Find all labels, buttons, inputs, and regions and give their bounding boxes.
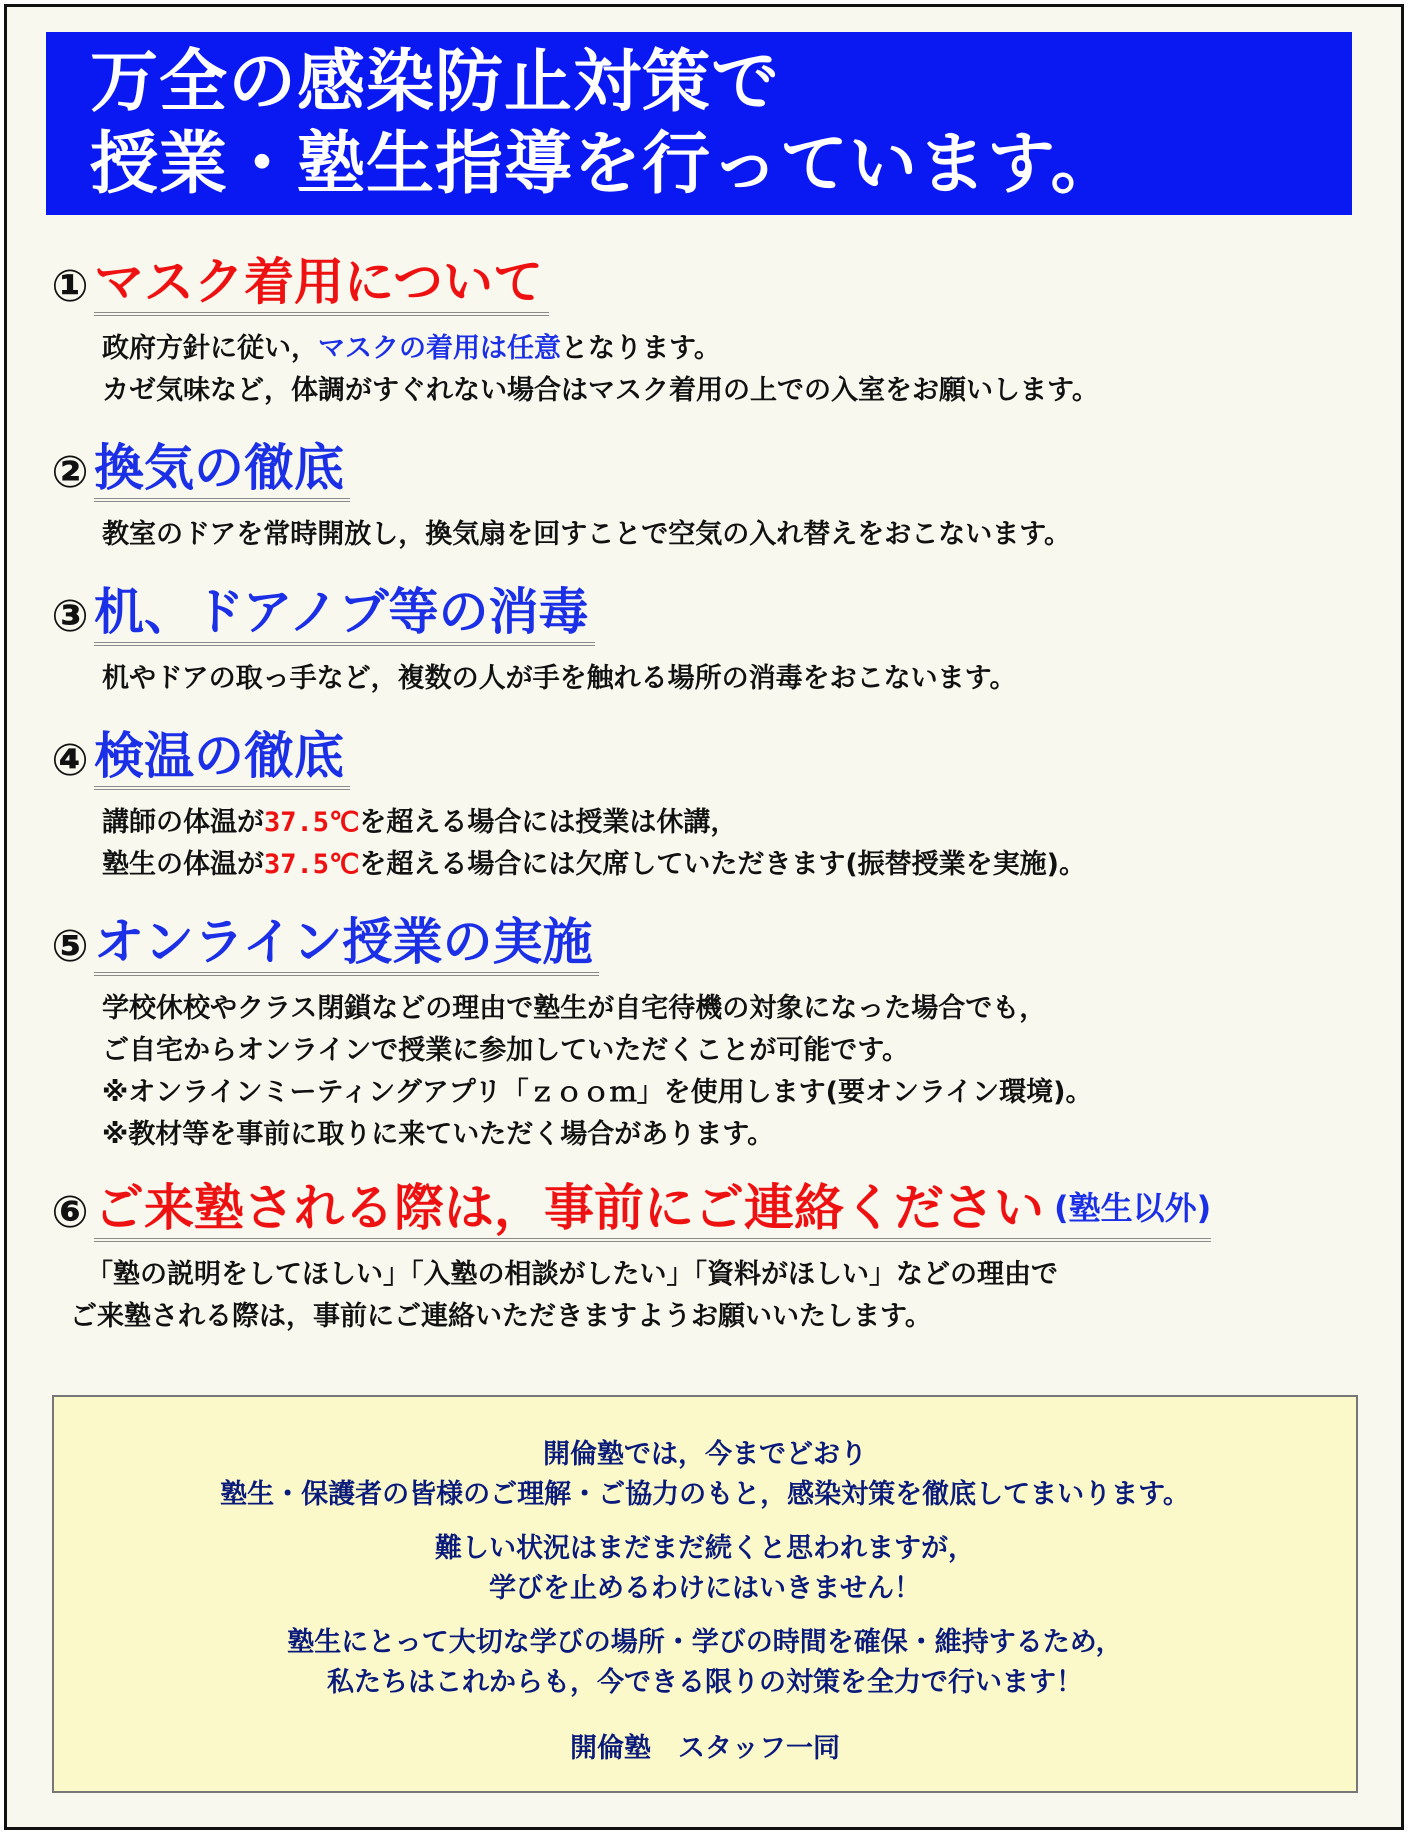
body-text-segment: 政府方針に従い， (102, 333, 318, 364)
section-heading (46, 438, 1071, 502)
section-body (46, 802, 1086, 886)
section-heading (46, 252, 1099, 316)
body-line: カゼ気味など，体調がすぐれない場合はマスク着用の上での入室をお願いします。 (102, 375, 1099, 406)
section-title: ご来塾される際は，事前にご連絡ください (94, 1178, 1050, 1242)
message-paragraph (54, 1435, 1356, 1515)
body-line: 「塾の説明をしてほしい」「入塾の相談がしたい」「資料がほしい」などの理由で (86, 1259, 1058, 1290)
section-mask (46, 252, 1099, 412)
section-number: ② (51, 447, 89, 498)
body-line: ご自宅からオンラインで授業に参加していただくことが可能です。 (102, 1035, 910, 1066)
signature: 開倫塾 スタッフ一同 (570, 1733, 840, 1764)
section-title-suffix: (塾生以外) (1050, 1178, 1211, 1242)
body-text-segment: 塾生の体温が (102, 849, 264, 880)
temperature-value: 37.5℃ (264, 849, 360, 880)
section-heading (46, 582, 1017, 646)
section-temperature (46, 726, 1086, 886)
message-line: 学びを止めるわけにはいきません！ (489, 1573, 921, 1604)
section-heading (46, 1178, 1211, 1242)
message-line: 開倫塾では，今までどおり (543, 1439, 867, 1470)
section-body (46, 1254, 1211, 1338)
title-banner (46, 32, 1352, 215)
section-heading (46, 726, 1086, 790)
banner-title-line-2: 授業・塾生指導を行っています。 (90, 125, 1120, 204)
section-title: 机、ドアノブ等の消毒 (94, 582, 595, 646)
section-ventilation (46, 438, 1071, 556)
body-text-segment: を超える場合には授業は休講， (359, 807, 738, 838)
section-title: オンライン授業の実施 (94, 912, 599, 976)
body-line: ご来塾される際は，事前にご連絡いただきますようお願いいたします。 (70, 1301, 932, 1332)
banner-title-line-1: 万全の感染防止対策で (90, 43, 781, 122)
temperature-value: 37.5℃ (264, 807, 360, 838)
section-title: 換気の徹底 (94, 438, 350, 502)
message-line: 塾生にとって大切な学びの場所・学びの時間を確保・維持するため， (287, 1627, 1123, 1658)
section-title: 検温の徹底 (94, 726, 350, 790)
body-line: ※教材等を事前に取りに来ていただく場合があります。 (102, 1119, 775, 1150)
body-line: 教室のドアを常時開放し，換気扇を回すことで空気の入れ替えをおこないます。 (102, 519, 1072, 550)
message-line: 難しい状況はまだまだ続くと思われますが， (435, 1533, 975, 1564)
section-title: マスク着用について (94, 252, 549, 316)
body-line: 机やドアの取っ手など，複数の人が手を触れる場所の消毒をおこないます。 (102, 663, 1017, 694)
section-number: ⑤ (51, 921, 89, 972)
section-heading (46, 912, 1093, 976)
section-visit-notice (46, 1178, 1211, 1338)
section-number: ③ (51, 591, 89, 642)
body-text-segment: を超える場合には欠席していただきます(振替授業を実施)。 (359, 849, 1087, 880)
section-number: ④ (51, 735, 89, 786)
section-body (46, 328, 1099, 412)
body-line (102, 328, 1099, 370)
message-paragraph (54, 1623, 1356, 1703)
body-line: ※オンラインミーティングアプリ「ｚｏｏｍ」を使用します(要オンライン環境)。 (102, 1077, 1093, 1108)
body-line (102, 802, 1086, 844)
body-line (102, 844, 1086, 886)
section-disinfection (46, 582, 1017, 700)
message-box (52, 1395, 1358, 1793)
message-paragraph (54, 1529, 1356, 1609)
section-number: ⑥ (51, 1187, 89, 1238)
section-number: ① (51, 261, 89, 312)
highlight-text: マスクの着用は任意 (318, 333, 561, 364)
section-online-classes (46, 912, 1093, 1156)
message-line: 私たちはこれからも，今できる限りの対策を全力で行います！ (327, 1667, 1083, 1698)
body-text-segment: 講師の体温が (102, 807, 264, 838)
section-body (46, 988, 1093, 1156)
body-line: 学校休校やクラス閉鎖などの理由で塾生が自宅待機の対象になった場合でも， (102, 993, 1047, 1024)
section-body (46, 514, 1071, 556)
section-body (46, 658, 1017, 700)
body-text-segment: となります。 (561, 333, 721, 364)
message-line: 塾生・保護者の皆様のご理解・ご協力のもと，感染対策を徹底してまいります。 (220, 1479, 1190, 1510)
